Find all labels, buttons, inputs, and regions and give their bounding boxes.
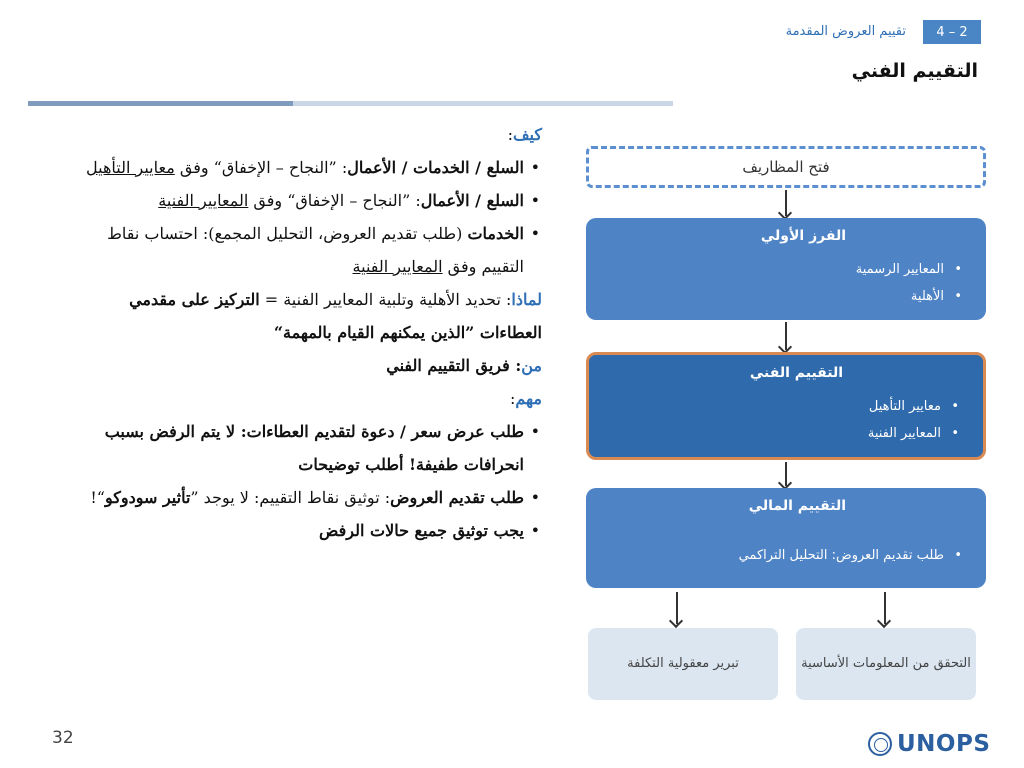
list-item: • الخدمات (طلب تقديم العروض، التحليل المجمع): احتساب نقاط التقييم وفق المعايير الفنية: [74, 217, 542, 283]
important-list: [74, 415, 542, 547]
arrow-down-icon: [785, 190, 787, 216]
list-item: • السلع / الخدمات / الأعمال: ”النجاح – الإخفاق“ وفق معايير التأهيل: [74, 151, 542, 184]
preliminary-screening-box: الفرز الأولي • المعايير الرسمية • الأهلية: [586, 218, 986, 320]
how-heading: كيف:: [507, 125, 542, 144]
who-paragraph: من: فريق التقييم الفني: [386, 356, 542, 375]
un-emblem-icon: [868, 732, 892, 756]
technical-evaluation-box: التقييم الفني • معايير التأهيل • المعايير الفنية: [586, 352, 986, 460]
section-number-badge: 4 – 2: [923, 20, 981, 44]
arrow-down-icon: [676, 592, 678, 624]
how-list: [74, 151, 542, 283]
list-item: • السلع / الأعمال: ”النجاح – الإخفاق“ وفق المعايير الفنية: [74, 184, 542, 217]
slide-title: التقييم الفني: [851, 60, 978, 82]
list-item: • يجب توثيق جميع حالات الرفض: [74, 514, 542, 547]
important-heading: مهم:: [510, 389, 542, 408]
list-item: • طلب تقديم العروض: توثيق نقاط التقييم: لا يوجد ”تأثير سودوكو“!: [74, 481, 542, 514]
list-item: • المعايير الفنية: [868, 426, 963, 441]
unops-logo: [868, 731, 990, 757]
section-title: تقييم العروض المقدمة: [785, 24, 906, 39]
arrow-down-icon: [884, 592, 886, 624]
page-number: 32: [52, 728, 74, 748]
list-item: • الأهلية: [856, 289, 966, 304]
arrow-down-icon: [785, 322, 787, 350]
arrow-down-icon: [785, 462, 787, 486]
opening-box: فتح المظاريف: [586, 146, 986, 188]
list-item: • المعايير الرسمية: [856, 262, 966, 277]
body-text: [74, 118, 542, 547]
evaluation-flowchart: [580, 140, 995, 710]
list-item: • طلب عرض سعر / دعوة لتقديم العطاءات: لا يتم الرفض بسبب انحرافات طفيفة! أطلب توضيحات: [74, 415, 542, 481]
header-rule-accent: [28, 101, 293, 106]
logo-wordmark: UNOPS: [897, 731, 991, 757]
cost-justification-box: تبرير معقولية التكلفة: [588, 628, 778, 700]
why-paragraph: لماذا: تحديد الأهلية وتلبية المعايير الفنية = التركيز على مقدمي العطاءات ”الذين يمكنهم القيام بالمهمة“: [129, 290, 542, 342]
list-item: • معايير التأهيل: [868, 399, 963, 414]
financial-evaluation-box: التقييم المالي • طلب تقديم العروض: التحليل التراكمي: [586, 488, 986, 588]
verify-information-box: التحقق من المعلومات الأساسية: [796, 628, 976, 700]
list-item: • طلب تقديم العروض: التحليل التراكمي: [739, 548, 966, 563]
